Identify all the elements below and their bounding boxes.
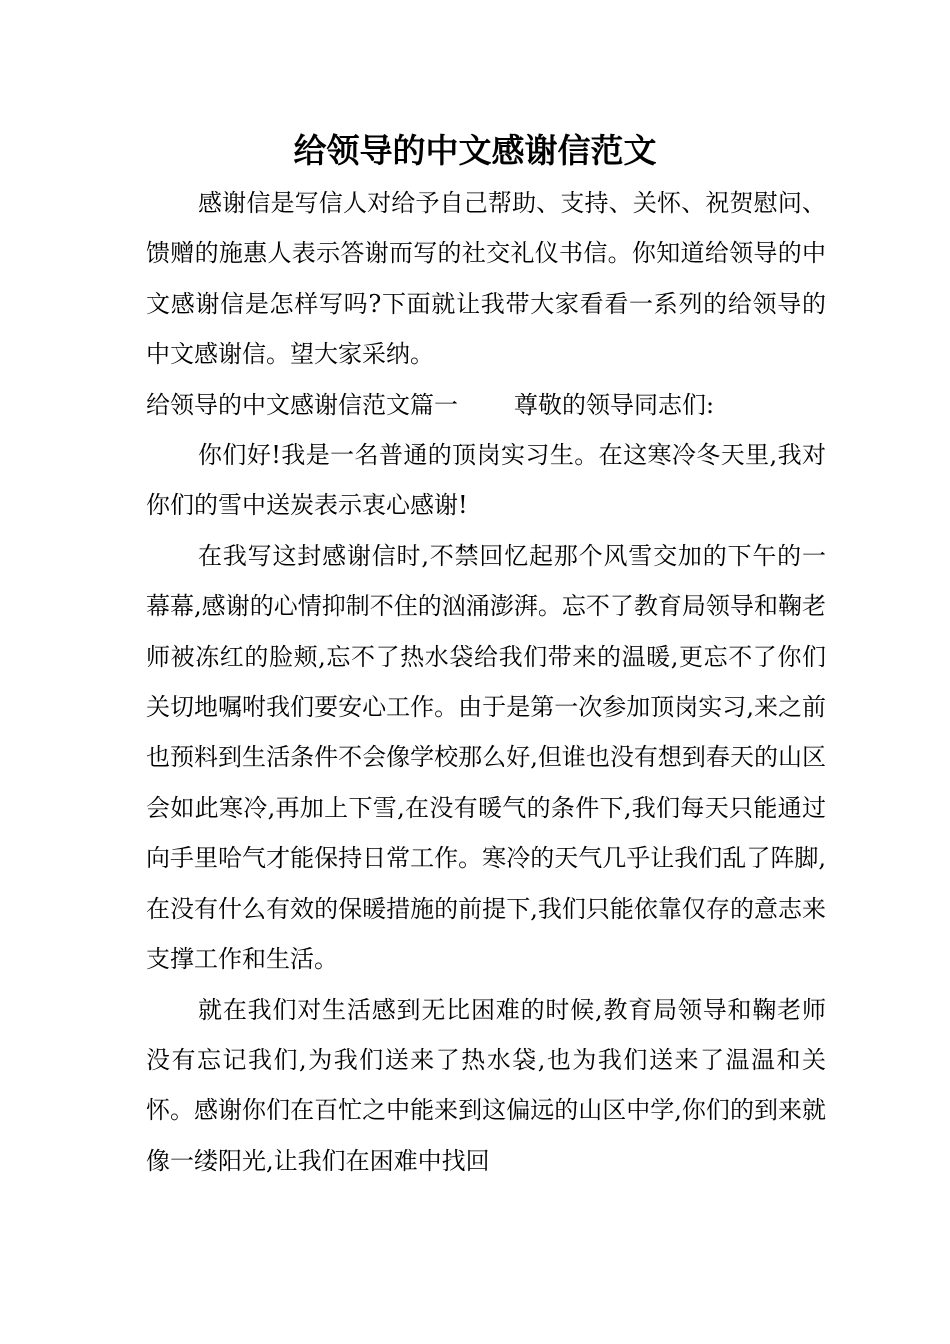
section-heading: 给领导的中文感谢信范文篇一 bbox=[146, 390, 458, 419]
salutation: 尊敬的领导同志们: bbox=[514, 390, 715, 419]
body-paragraph: 在我写这封感谢信时,不禁回忆起那个风雪交加的下午的一幕幕,感谢的心情抑制不住的汹涌澎湃。忘不了教育局领导和鞠老师被冻红的脸颊,忘不了热水袋给我们带来的温暖,更忘不了你们关切地嘱咐我们要安心工作。由于是第一次参加顶岗实习,来之前也预料到生活条件不会像学校那么好,但谁也没有想到春天的山区会如此寒冷,再加上下雪,在没有暖气的条件下,我们每天只能通过向手里哈气才能保持日常工作。寒冷的天气几乎让我们乱了阵脚,在没有什么有效的保暖措施的前提下,我们只能依靠仅存的意志来支撑工作和生活。 bbox=[146, 541, 826, 974]
intro-paragraph: 感谢信是写信人对给予自己帮助、支持、关怀、祝贺慰问、馈赠的施惠人表示答谢而写的社交礼仪书信。你知道给领导的中文感谢信是怎样写吗?下面就让我带大家看看一系列的给领导的中文感谢信。望大家采纳。 bbox=[146, 189, 826, 369]
body-paragraph: 就在我们对生活感到无比困难的时候,教育局领导和鞠老师没有忘记我们,为我们送来了热水袋,也为我们送来了温温和关怀。感谢你们在百忙之中能来到这偏远的山区中学,你们的到来就像一缕阳光,让我们在困难中找回 bbox=[146, 995, 826, 1175]
body-paragraph: 你们好!我是一名普通的顶岗实习生。在这寒冷冬天里,我对你们的雪中送炭表示衷心感谢! bbox=[146, 441, 826, 520]
document-title: 给领导的中文感谢信范文 bbox=[293, 131, 657, 170]
document-body bbox=[146, 178, 826, 1186]
section-heading-line bbox=[146, 380, 826, 430]
